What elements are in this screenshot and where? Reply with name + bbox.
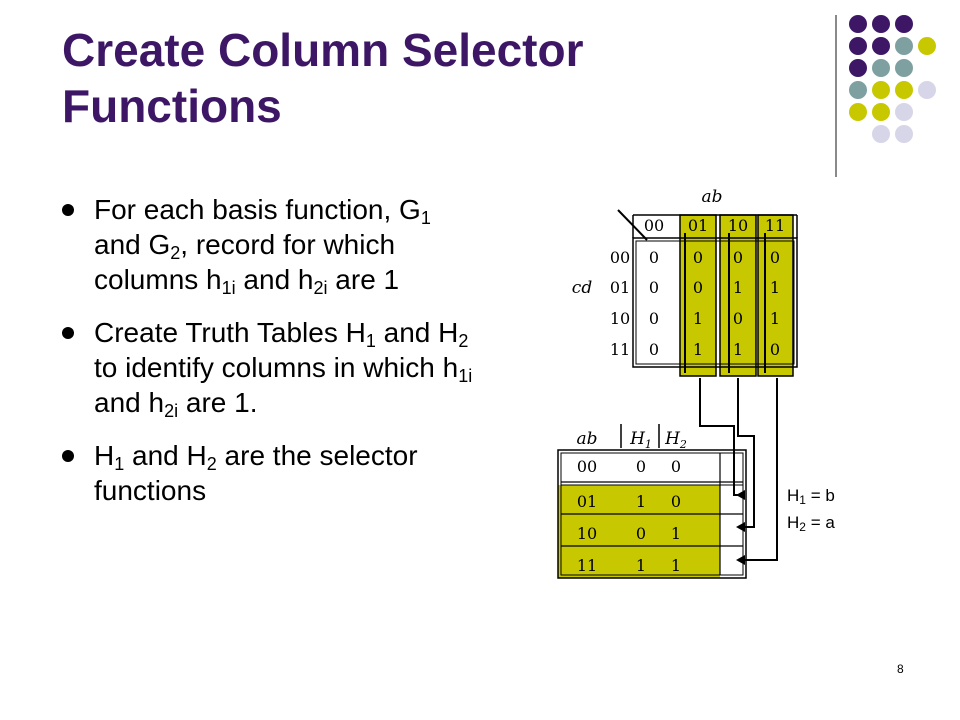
decor-dot <box>872 125 890 143</box>
bullet-text: to identify columns in which h <box>94 352 459 383</box>
title-divider <box>835 15 837 177</box>
selector-equations <box>787 482 835 536</box>
bullet-text: are the selector functions <box>94 440 418 506</box>
kmap-col-variable: ab <box>701 187 723 207</box>
decor-dot <box>918 81 936 99</box>
decor-dot <box>849 59 867 77</box>
subscript: 1i <box>221 278 236 298</box>
bullet-text: and H <box>124 440 207 471</box>
kmap-cell: 0 <box>769 248 781 267</box>
bullet-item <box>62 315 482 420</box>
arrowhead-icon <box>736 555 745 565</box>
kmap-cell: 0 <box>648 340 660 359</box>
decor-dot <box>895 125 913 143</box>
equation <box>787 482 835 509</box>
bullet-text: are 1 <box>327 264 400 295</box>
column-divider <box>684 233 686 373</box>
decor-dot <box>849 37 867 55</box>
decor-dot <box>895 103 913 121</box>
bullet-text: and h <box>94 387 165 418</box>
truth-table-cell: 10 <box>576 524 598 543</box>
equation-rhs: = a <box>805 513 835 532</box>
truth-table-cell: 0 <box>670 457 682 476</box>
kmap-col-label: 11 <box>764 216 786 235</box>
kmap-cell: 0 <box>769 340 781 359</box>
truth-table-cell: 1 <box>635 492 647 511</box>
bullet-dot-icon <box>62 204 74 216</box>
decor-dot <box>849 103 867 121</box>
truth-table-cell: 0 <box>635 457 647 476</box>
bullet-list <box>62 192 482 526</box>
arrowhead-icon <box>736 490 745 500</box>
subscript: 1 <box>365 331 376 351</box>
decor-dot <box>849 81 867 99</box>
truth-table-cell: 1 <box>635 556 647 575</box>
kmap-cell: 1 <box>769 278 781 297</box>
decor-dot <box>872 15 890 33</box>
equation-lhs: H <box>787 513 800 532</box>
subscript: 1 <box>114 454 125 474</box>
kmap-cell: 1 <box>732 278 744 297</box>
subscript: 2 <box>458 331 469 351</box>
truth-table-header-main: H <box>630 429 645 449</box>
subscript: 2 <box>170 243 181 263</box>
kmap-col-label: 00 <box>643 216 665 235</box>
kmap-cell: 0 <box>732 248 744 267</box>
bullet-item <box>62 438 482 508</box>
kmap-cell: 0 <box>732 309 744 328</box>
subscript: 2i <box>313 278 328 298</box>
decor-dot <box>872 103 890 121</box>
bullet-text: and H <box>375 317 459 348</box>
kmap-cell: 1 <box>692 309 704 328</box>
decor-dot <box>895 15 913 33</box>
truth-table-header <box>576 429 597 449</box>
truth-table-cell: 0 <box>635 524 647 543</box>
kmap-row-label: 01 <box>609 278 631 297</box>
subscript: 2i <box>164 401 179 421</box>
equation-rhs: = b <box>805 486 835 505</box>
truth-table-header-main: ab <box>576 429 598 449</box>
truth-table-cell: 11 <box>576 556 598 575</box>
decor-dot <box>895 37 913 55</box>
truth-table-header-sub: 2 <box>679 438 687 451</box>
kmap-cell: 1 <box>692 340 704 359</box>
bullet-dot-icon <box>62 450 74 462</box>
truth-table-cell: 00 <box>576 457 598 476</box>
decor-dot <box>918 37 936 55</box>
equation-lhs: H <box>787 486 800 505</box>
truth-table-cell: 1 <box>670 556 682 575</box>
truth-table-cell: 01 <box>576 492 598 511</box>
kmap-row-label: 00 <box>609 248 631 267</box>
slide-title: Create Column Selector Functions <box>62 24 584 132</box>
truth-table-header <box>629 429 652 451</box>
kmap-col-label: 01 <box>687 216 709 235</box>
equation-subscript: 1 <box>799 493 806 507</box>
arrowhead-icon <box>736 522 745 532</box>
kmap-cell: 0 <box>648 278 660 297</box>
kmap-cell: 0 <box>692 248 704 267</box>
bullet-text: and G <box>94 229 171 260</box>
equation-subscript: 2 <box>799 520 806 534</box>
truth-table-cell: 1 <box>670 524 682 543</box>
decor-dot <box>895 81 913 99</box>
column-divider <box>728 233 730 373</box>
bullet-text: Create Truth Tables H <box>94 317 366 348</box>
kmap-cell: 1 <box>732 340 744 359</box>
kmap-row-label: 11 <box>609 340 631 359</box>
decor-dot <box>872 59 890 77</box>
bullet-text: For each basis function, G <box>94 194 421 225</box>
kmap-cell: 0 <box>692 278 704 297</box>
subscript: 1 <box>420 208 431 228</box>
bullet-text: H <box>94 440 115 471</box>
decor-dot <box>872 37 890 55</box>
kmap-row-variable: cd <box>571 278 593 298</box>
truth-table-cell: 0 <box>670 492 682 511</box>
decor-dot <box>849 15 867 33</box>
kmap-cell: 0 <box>648 248 660 267</box>
subscript: 2 <box>206 454 217 474</box>
column-divider <box>764 233 766 373</box>
connector-line <box>745 378 777 560</box>
truth-table-header <box>664 429 687 451</box>
truth-table-header-main: H <box>665 429 680 449</box>
subscript: 1i <box>458 366 473 386</box>
decor-dot <box>872 81 890 99</box>
page-number: 8 <box>897 662 904 676</box>
decor-dot <box>895 59 913 77</box>
bullet-dot-icon <box>62 327 74 339</box>
kmap-col-label: 10 <box>727 216 749 235</box>
bullet-item <box>62 192 482 297</box>
bullet-text: are 1. <box>178 387 258 418</box>
kmap-row-label: 10 <box>609 309 631 328</box>
truth-table-header-sub: 1 <box>644 438 652 451</box>
kmap-cell: 1 <box>769 309 781 328</box>
bullet-text: and h <box>235 264 314 295</box>
equation <box>787 509 835 536</box>
kmap-cell: 0 <box>648 309 660 328</box>
bullet-text: , record for which columns h <box>94 229 396 295</box>
